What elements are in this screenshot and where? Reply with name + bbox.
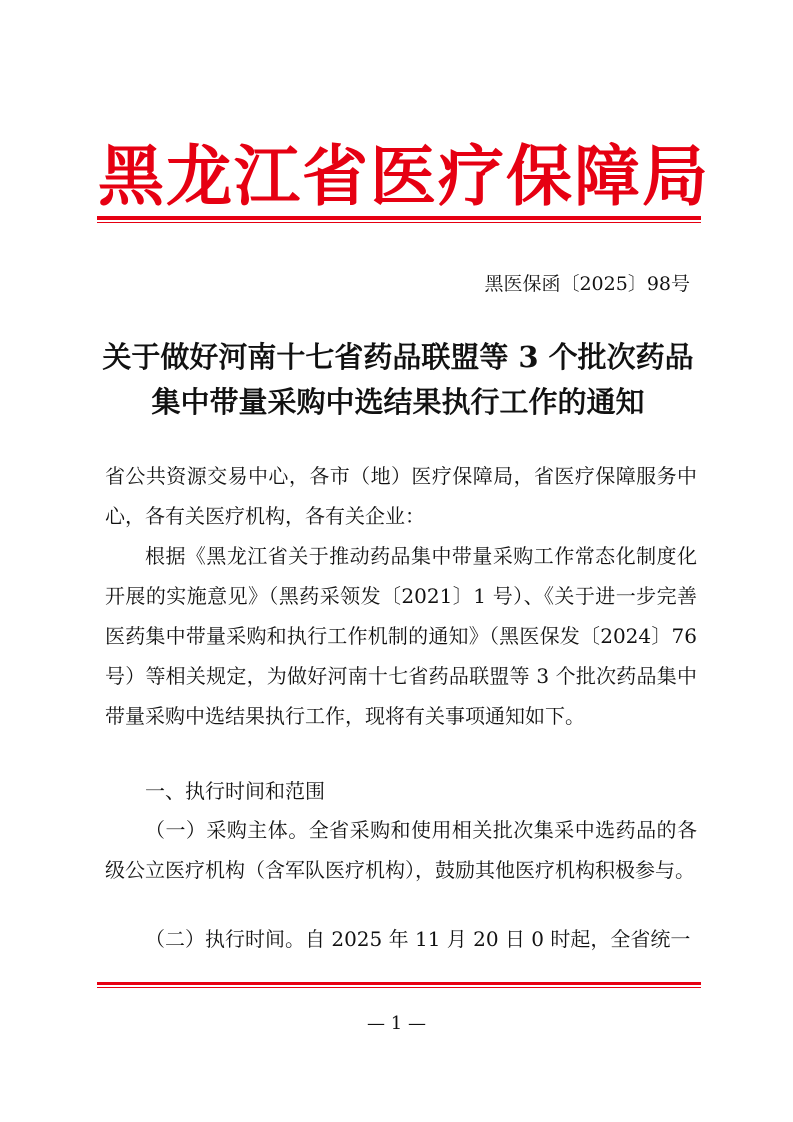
page-number: — 1 —	[367, 1013, 426, 1034]
footer-red-rule-thin	[97, 987, 701, 988]
header-red-rule-thin	[97, 222, 701, 223]
document-title-line-2: 集中带量采购中选结果执行工作的通知	[151, 385, 645, 419]
document-title-line-1: 关于做好河南十七省药品联盟等 3 个批次药品	[102, 340, 694, 374]
document-number: 黑医保函〔2025〕98号	[484, 273, 690, 295]
section-heading-1: 一、执行时间和范围	[145, 779, 325, 803]
organization-header: 黑龙江省医疗保障局	[98, 137, 710, 215]
body-paragraph-3: （二）执行时间。自 2025 年 11 月 20 日 0 时起，全省统一	[145, 927, 691, 951]
body-paragraph-2: （一）采购主体。全省采购和使用相关批次集采中选药品的各级公立医疗机构（含军队医疗机构），鼓励其他医疗机构积极参与。	[105, 818, 697, 882]
footer-red-rule-thick	[97, 982, 701, 985]
body-paragraph-1: 根据《黑龙江省关于推动药品集中带量采购工作常态化制度化开展的实施意见》（黑药采领发〔2021〕1 号）、《关于进一步完善医药集中带量采购和执行工作机制的通知》（黑医保发〔2024〕76 号）等相关规定，为做好河南十七省药品联盟等 3 个批次药品集中带量采购中选结果执行工作，现将有关事项通知如下。	[105, 544, 697, 728]
header-red-rule-thick	[97, 216, 701, 220]
recipients-paragraph: 省公共资源交易中心，各市（地）医疗保障局，省医疗保障服务中心，各有关医疗机构，各有关企业：	[105, 464, 697, 528]
